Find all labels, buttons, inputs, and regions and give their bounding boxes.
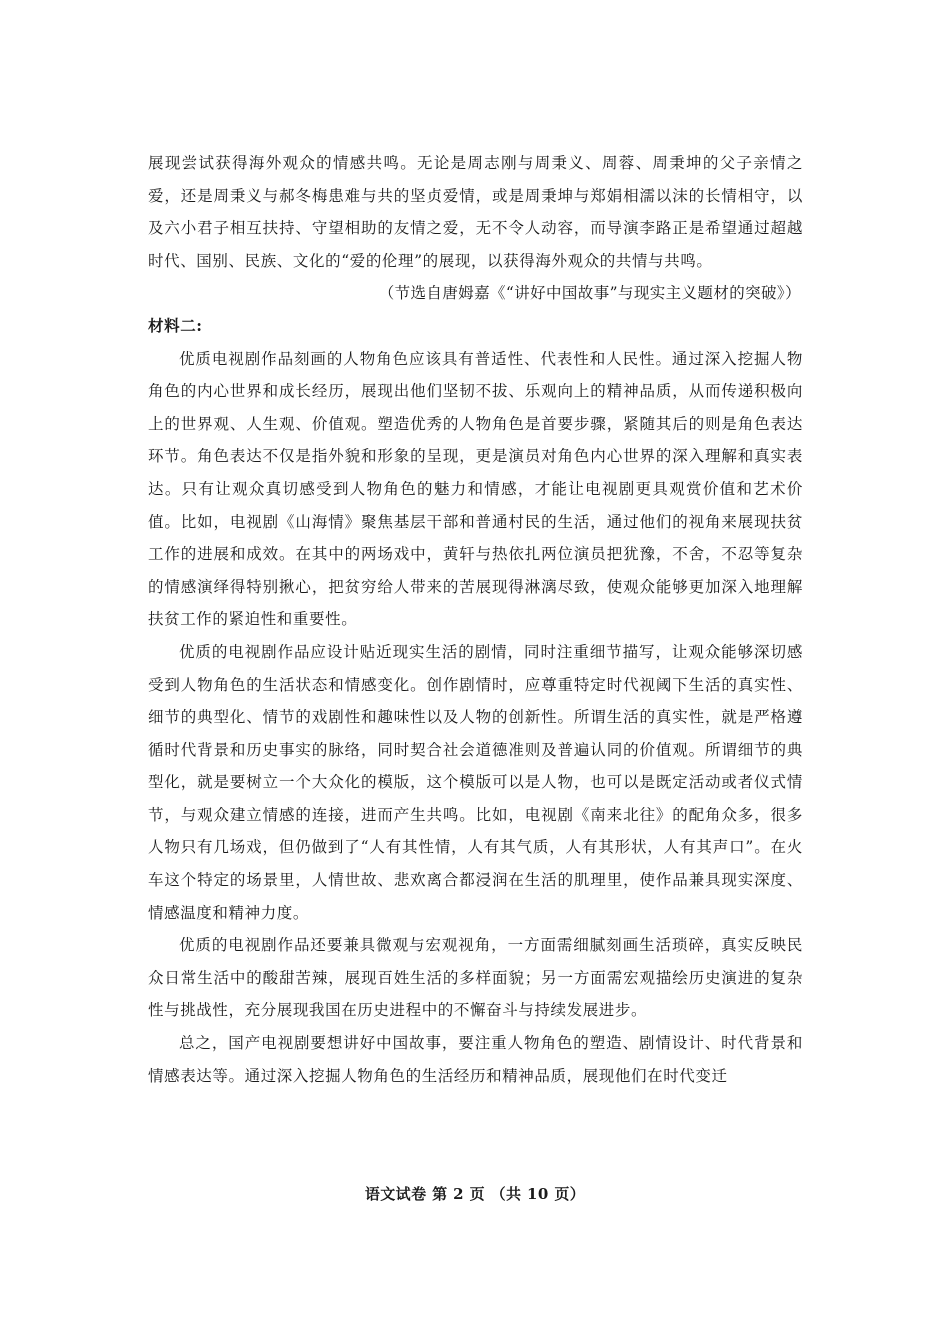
material-paragraph-1: 优质电视剧作品刻画的人物角色应该具有普适性、代表性和人民性。通过深入挖掘人物角色的内心世界和成长经历，展现出他们坚韧不拔、乐观向上的精神品质，从而传递积极向上的世界观、人生观、价值观。塑造优秀的人物角色是首要步骤，紧随其后的则是角色表达环节。角色表达不仅是指外貌和形象的呈现，更是演员对角色内心世界的深入理解和真实表达。只有让观众真切感受到人物角色的魅力和情感，才能让电视剧更具观赏价值和艺术价值。比如，电视剧《山海情》聚焦基层干部和普通村民的生活，通过他们的视角来展现扶贫工作的进展和成效。在其中的两场戏中，黄轩与热依扎两位演员把犹豫，不舍，不忍等复杂的情感演绎得特别揪心，把贫穷给人带来的苦展现得淋漓尽致，使观众能够更加深入地理解扶贫工作的紧迫性和重要性。 <box>148 349 803 629</box>
page-footer: 语文试卷 第 2 页 （共 10 页） <box>364 1185 586 1203</box>
material-paragraph-3: 优质的电视剧作品还要兼具微观与宏观视角，一方面需细腻刻画生活琐碎，真实反映民众日常生活中的酸甜苦辣，展现百姓生活的多样面貌；另一方面需宏观描绘历史演进的复杂性与挑战性，充分展现我国在历史进程中的不懈奋斗与持续发展进步。 <box>148 936 803 1020</box>
material-paragraph-4: 总之，国产电视剧要想讲好中国故事，要注重人物角色的塑造、剧情设计、时代背景和情感表达等。通过深入挖掘人物角色的生活经历和精神品质，展现他们在时代变迁 <box>148 1034 803 1085</box>
material-two-heading: 材料二: <box>148 315 203 335</box>
material-paragraph-2: 优质的电视剧作品应设计贴近现实生活的剧情，同时注重细节描写，让观众能够深切感受到人物角色的生活状态和情感变化。创作剧情时，应尊重特定时代视阈下生活的真实性、细节的典型化、情节的戏剧性和趣味性以及人物的创新性。所谓生活的真实性，就是严格遵循时代背景和历史事实的脉络，同时契合社会道德准则及普遍认同的价值观。所谓细节的典型化，就是要树立一个大众化的模版，这个模版可以是人物，也可以是既定活动或者仪式情节，与观众建立情感的连接，进而产生共鸣。比如，电视剧《南来北往》的配角众多，很多人物只有几场戏，但仍做到了“人有其性情，人有其气质，人有其形状，人有其声口”。在火车这个特定的场景里，人情世故、悲欢离合都浸润在生活的肌理里，使作品兼具现实深度、情感温度和精神力度。 <box>148 642 803 922</box>
continued-paragraph: 展现尝试获得海外观众的情感共鸣。无论是周志刚与周秉义、周蓉、周秉坤的父子亲情之爱，还是周秉义与郝冬梅患难与共的坚贞爱情，或是周秉坤与郑娟相濡以沫的长情相守，以及六小君子相互扶持、守望相助的友情之爱，无不令人动容，而导演李路正是希望通过超越时代、国别、民族、文化的“爱的伦理”的展现，以获得海外观众的共情与共鸣。 <box>148 154 803 270</box>
page-content <box>148 147 803 1092</box>
source-citation: （节选自唐姆嘉《“讲好中国故事”与现实主义题材的突破》） <box>378 284 801 303</box>
